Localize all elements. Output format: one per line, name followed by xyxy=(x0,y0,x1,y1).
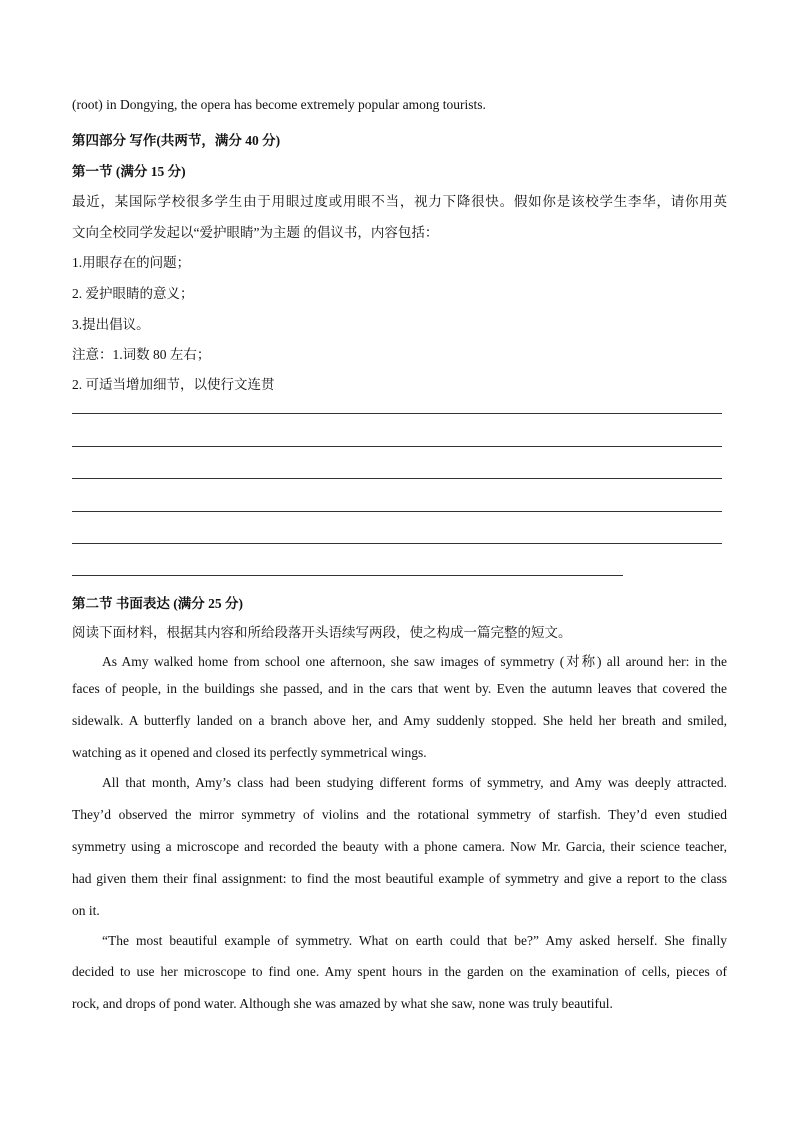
paragraph-line: decided to use her microscope to find one. Amy spent hours in the garden on the examination of cells, pieces of xyxy=(72,964,727,979)
section2-heading: 第二节 书面表达 (满分 25 分) xyxy=(72,596,243,611)
answer-line xyxy=(72,478,722,479)
section1-prompt-line: 最近，某国际学校很多学生由于用眼过度或用眼不当，视力下降很快。假如你是该校学生李华，请你用英 xyxy=(72,194,727,209)
paragraph-line: faces of people, in the buildings she passed, and in the cars that went by. Even the autumn leaves that covered the xyxy=(72,681,727,696)
paragraph-line: watching as it opened and closed its perfectly symmetrical wings. xyxy=(72,745,427,760)
content-item: 3.提出倡议。 xyxy=(72,317,150,332)
answer-line xyxy=(72,543,722,544)
section1-heading: 第一节 (满分 15 分) xyxy=(72,164,186,179)
paragraph-line: on it. xyxy=(72,903,100,918)
paragraph-line: All that month, Amy’s class had been studying different forms of symmetry, and Amy was deeply attracted. xyxy=(102,775,727,790)
answer-line xyxy=(72,446,722,447)
note-line: 注意：1.词数 80 左右； xyxy=(72,347,211,362)
paragraph-line: sidewalk. A butterfly landed on a branch above her, and Amy suddenly stopped. She held her breath and smiled, xyxy=(72,713,727,728)
content-item: 2. 爱护眼睛的意义； xyxy=(72,286,194,301)
answer-line xyxy=(72,575,623,576)
paragraph-line: had given them their final assignment: to find the most beautiful example of symmetry and give a report to the class xyxy=(72,871,727,886)
paragraph-line: As Amy walked home from school one afternoon, she saw images of symmetry (对称) all around her: in the xyxy=(102,654,727,669)
paragraph-line: rock, and drops of pond water. Although she was amazed by what she saw, none was truly beautiful. xyxy=(72,996,613,1011)
paragraph-line: They’d observed the mirror symmetry of violins and the rotational symmetry of starfish. They’d even studied xyxy=(72,807,727,822)
paragraph-line: “The most beautiful example of symmetry. What on earth could that be?” Amy asked herself. She finally xyxy=(102,933,727,948)
content-item: 1.用眼存在的问题； xyxy=(72,255,191,270)
answer-line xyxy=(72,413,722,414)
answer-line xyxy=(72,511,722,512)
section1-prompt-line: 文向全校同学发起以“爱护眼睛”为主题 的倡议书，内容包括： xyxy=(72,225,439,240)
paragraph-line: symmetry using a microscope and recorded the beauty with a phone camera. Now Mr. Garcia, their science teacher, xyxy=(72,839,727,854)
note-line: 2. 可适当增加细节，以使行文连贯 xyxy=(72,377,275,392)
passage-continuation-line: (root) in Dongying, the opera has become extremely popular among tourists. xyxy=(72,97,486,112)
section2-instruction: 阅读下面材料，根据其内容和所给段落开头语续写两段，使之构成一篇完整的短文。 xyxy=(72,625,572,640)
part4-heading: 第四部分 写作(共两节，满分 40 分) xyxy=(72,133,281,148)
